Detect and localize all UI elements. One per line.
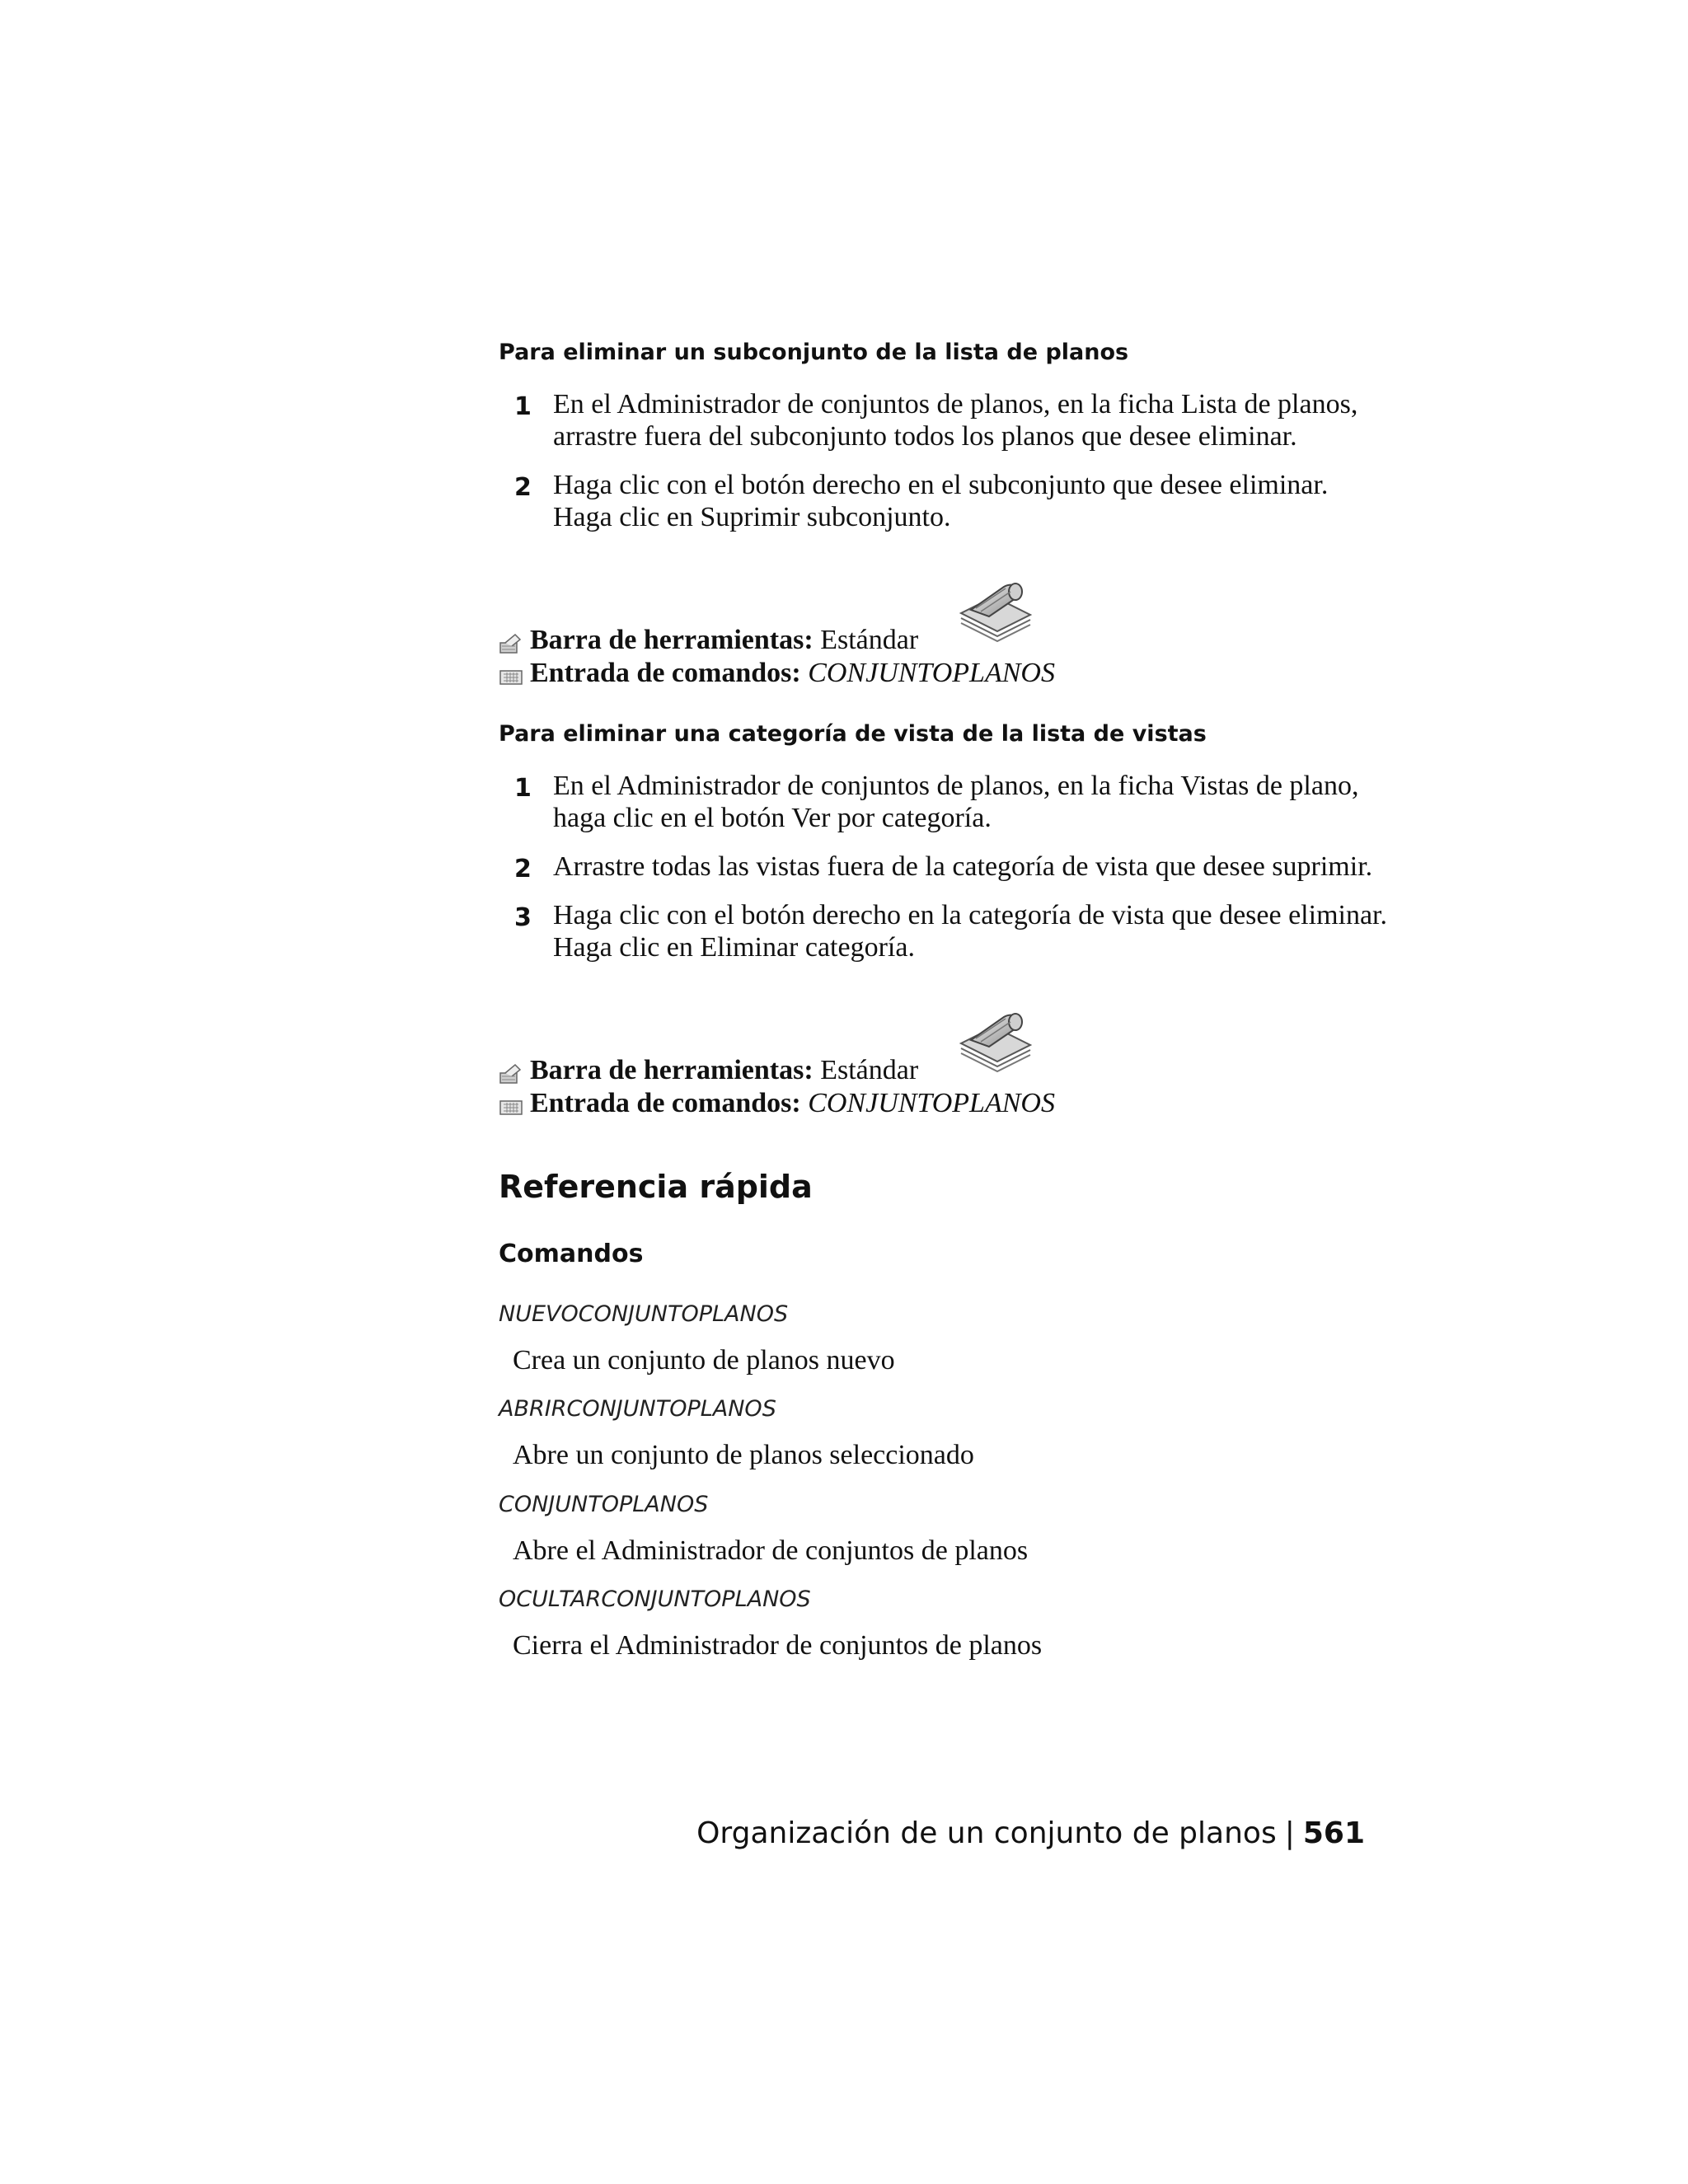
keyboard-icon bbox=[499, 1094, 523, 1119]
step-text: En el Administrador de conjuntos de planos, en la ficha Vistas de plano, bbox=[553, 771, 1359, 801]
command-value: CONJUNTOPLANOS bbox=[808, 1088, 1055, 1118]
footer-separator: | bbox=[1284, 1816, 1295, 1850]
command-description: Crea un conjunto de planos nuevo bbox=[513, 1345, 895, 1376]
step-text: Haga clic con el botón derecho en la categoría de vista que desee eliminar. bbox=[553, 900, 1387, 930]
step-text: arrastre fuera del subconjunto todos los planos que desee eliminar. bbox=[553, 421, 1297, 452]
step-text: Arrastre todas las vistas fuera de la categoría de vista que desee suprimir. bbox=[553, 851, 1373, 882]
step-number: 1 bbox=[514, 774, 532, 803]
toolbar-icon bbox=[499, 1062, 523, 1086]
footer-chapter: Organización de un conjunto de planos bbox=[696, 1816, 1277, 1850]
step-number: 2 bbox=[514, 473, 532, 502]
commands-subheading: Comandos bbox=[499, 1240, 644, 1268]
command-name: ABRIRCONJUNTOPLANOS bbox=[499, 1396, 776, 1422]
page-number: 561 bbox=[1302, 1816, 1365, 1850]
step-number: 3 bbox=[514, 903, 532, 932]
procedure-title-remove-subset: Para eliminar un subconjunto de la lista de planos bbox=[499, 340, 1129, 365]
step-number: 2 bbox=[514, 855, 532, 883]
step-number: 1 bbox=[514, 392, 532, 421]
sheet-set-manager-icon bbox=[956, 1007, 1035, 1073]
command-name: CONJUNTOPLANOS bbox=[499, 1492, 709, 1517]
command-description: Abre un conjunto de planos seleccionado bbox=[513, 1440, 974, 1470]
toolbar-row bbox=[499, 625, 918, 656]
toolbar-row bbox=[499, 1055, 918, 1086]
sheet-set-manager-icon bbox=[956, 577, 1035, 643]
toolbar-label: Barra de herramientas: bbox=[530, 1055, 814, 1085]
procedure-title-remove-view-category: Para eliminar una categoría de vista de la lista de vistas bbox=[499, 721, 1207, 747]
command-label: Entrada de comandos: bbox=[530, 658, 801, 688]
command-name: NUEVOCONJUNTOPLANOS bbox=[499, 1301, 789, 1327]
command-value: CONJUNTOPLANOS bbox=[808, 658, 1055, 688]
toolbar-value: Estándar bbox=[820, 1055, 919, 1085]
keyboard-icon bbox=[499, 664, 523, 689]
command-row bbox=[499, 1088, 1055, 1119]
toolbar-label: Barra de herramientas: bbox=[530, 625, 814, 655]
command-name: OCULTARCONJUNTOPLANOS bbox=[499, 1586, 811, 1612]
step-text: haga clic en el botón Ver por categoría. bbox=[553, 803, 992, 833]
quick-reference-heading: Referencia rápida bbox=[499, 1169, 813, 1205]
command-row bbox=[499, 658, 1055, 689]
command-label: Entrada de comandos: bbox=[530, 1088, 801, 1118]
command-description: Abre el Administrador de conjuntos de planos bbox=[513, 1535, 1029, 1566]
step-text: En el Administrador de conjuntos de planos, en la ficha Lista de planos, bbox=[553, 389, 1358, 419]
step-text: Haga clic en Suprimir subconjunto. bbox=[553, 502, 951, 532]
step-text: Haga clic con el botón derecho en el subconjunto que desee eliminar. bbox=[553, 470, 1329, 500]
page-footer bbox=[696, 1816, 1365, 1850]
command-description: Cierra el Administrador de conjuntos de planos bbox=[513, 1630, 1043, 1661]
toolbar-icon bbox=[499, 631, 523, 656]
step-text: Haga clic en Eliminar categoría. bbox=[553, 932, 915, 963]
toolbar-value: Estándar bbox=[820, 625, 919, 655]
